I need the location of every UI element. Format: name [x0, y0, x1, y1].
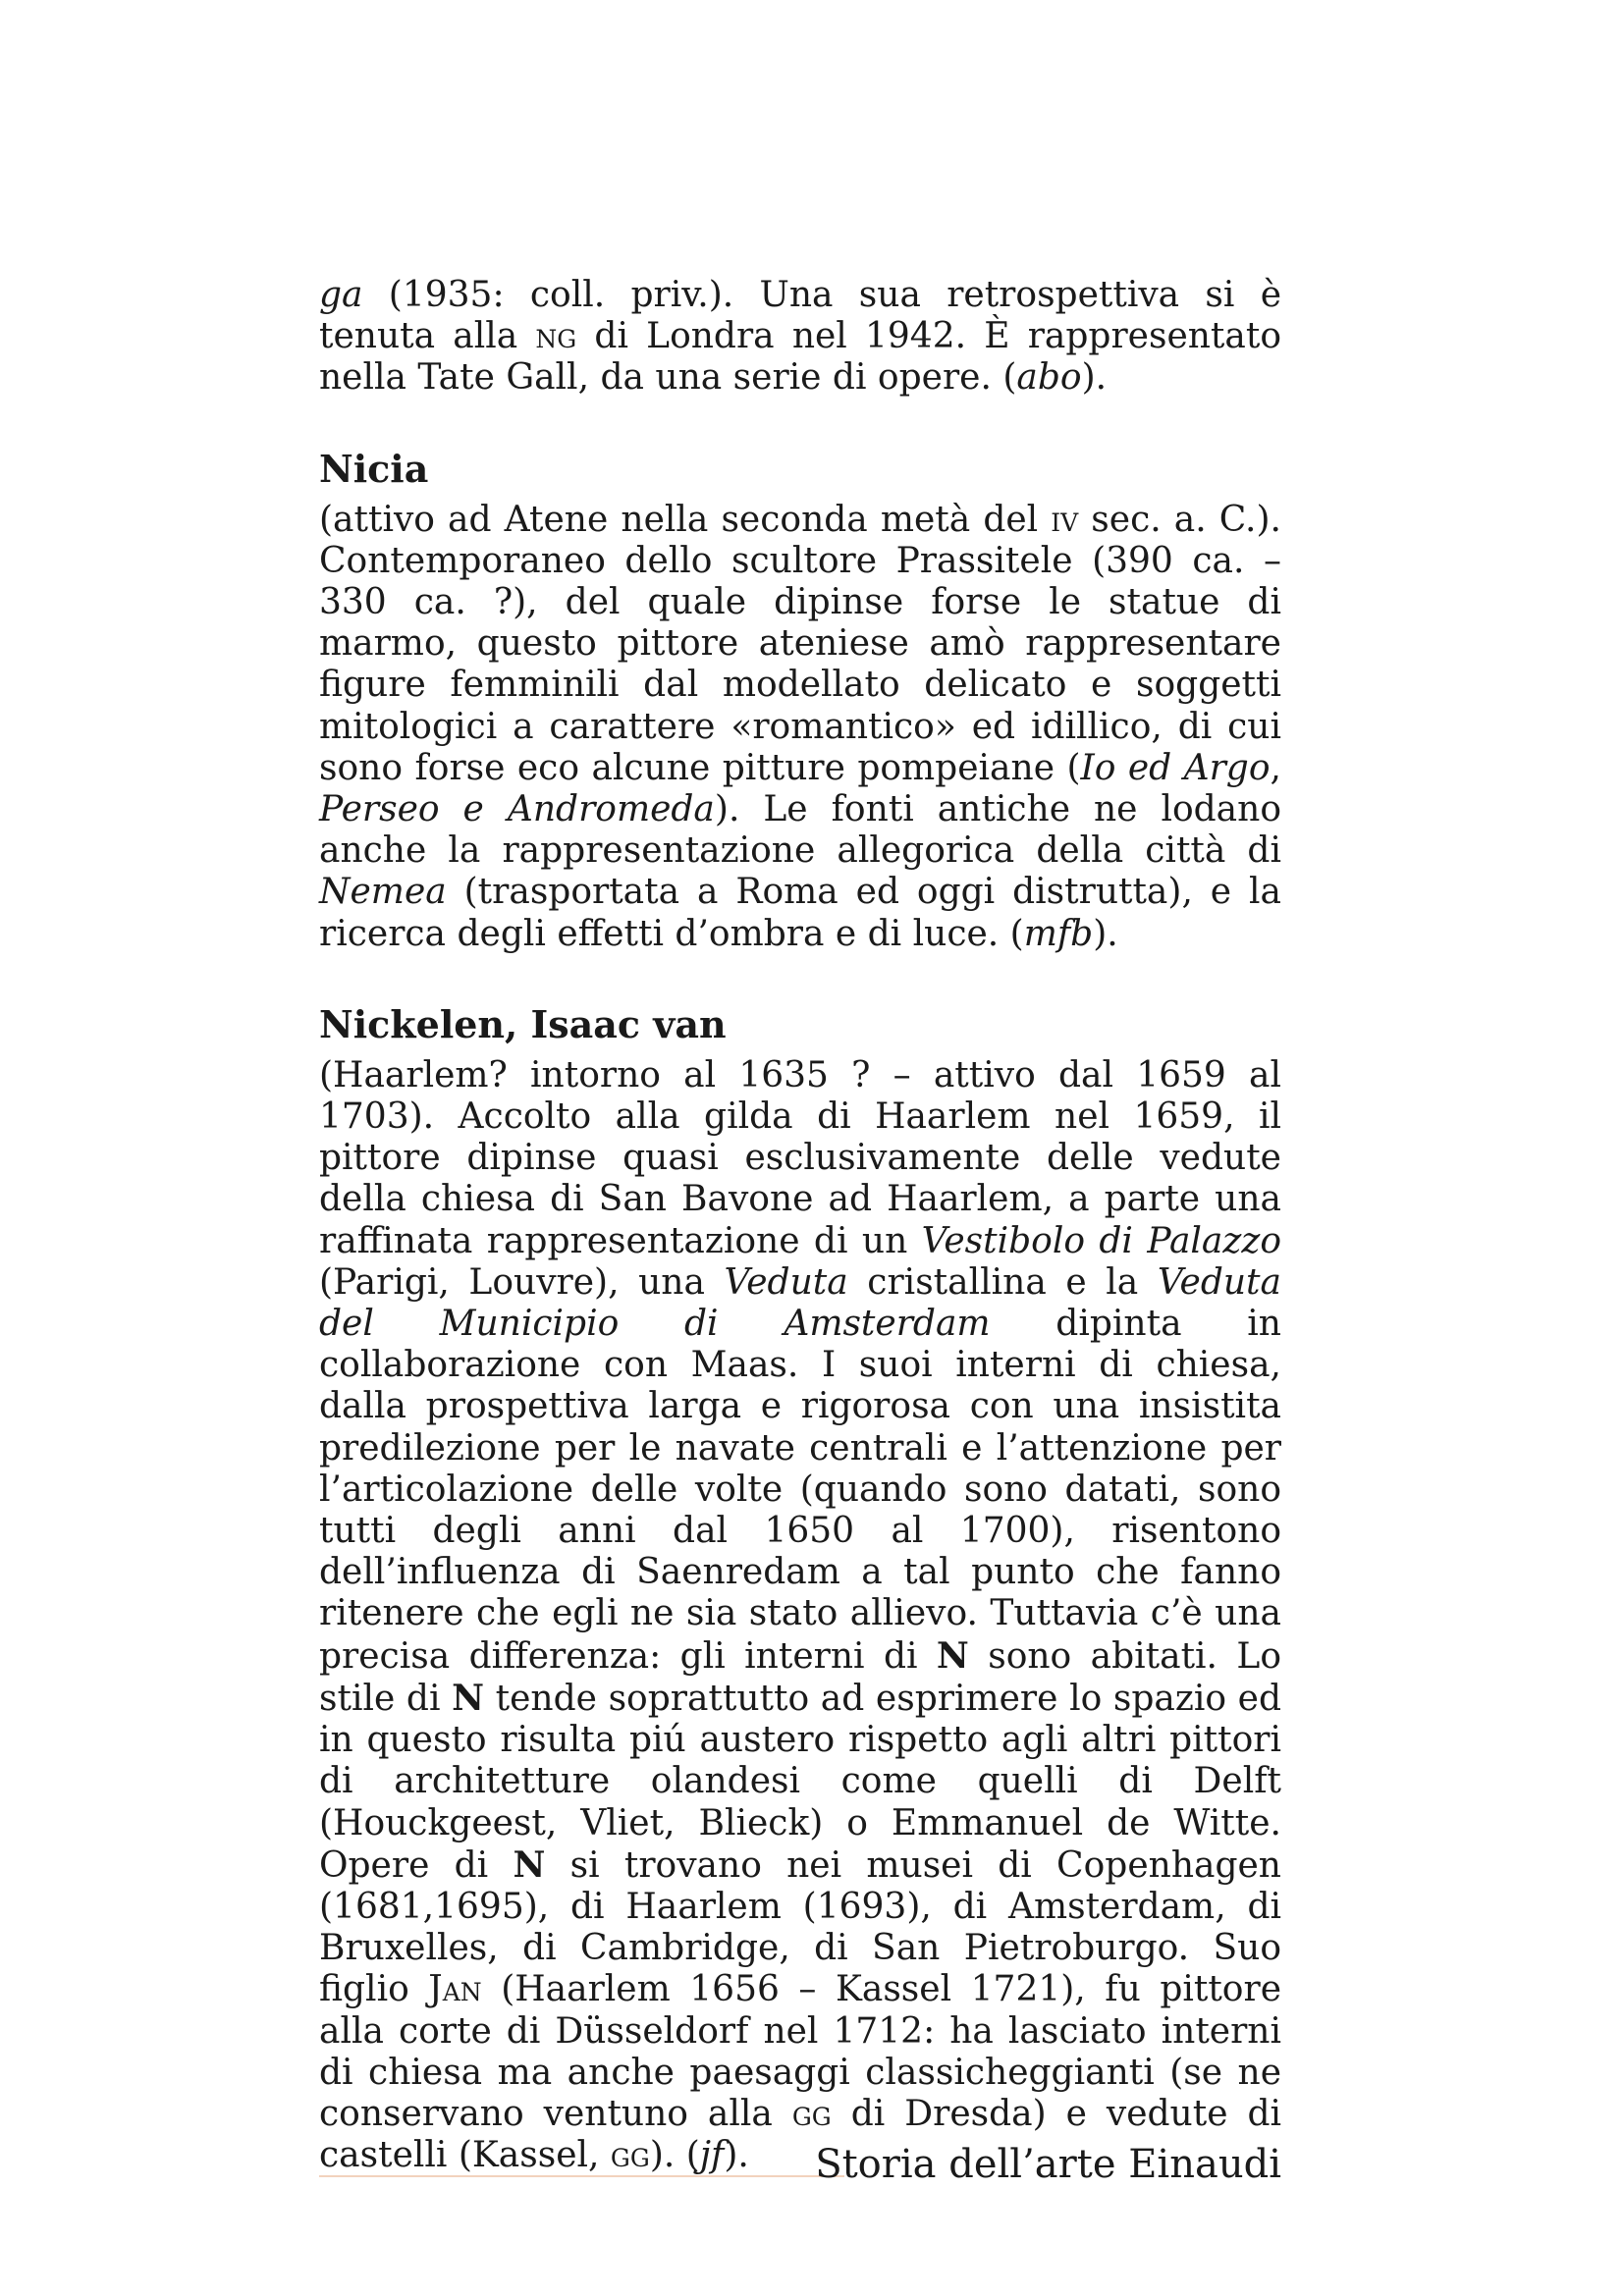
smallcaps-run: gg: [791, 2093, 832, 2134]
italic-run: Veduta: [724, 1261, 848, 1303]
page-body: [319, 275, 1281, 2176]
italic-run: Nemea: [319, 872, 447, 913]
smallcaps-run: Jan: [428, 1969, 482, 2010]
italic-run: Vestibolo di Palazzo: [921, 1220, 1281, 1261]
italic-run: abo: [1016, 357, 1082, 399]
italic-run: Veduta del Municipio di Amsterdam: [319, 1261, 1281, 1345]
italic-run: Io ed Argo: [1080, 747, 1271, 788]
footer-text: Storia dell’arte Einaudi: [815, 2142, 1281, 2187]
entry-title: Nickelen, Isaac van: [319, 1001, 727, 1046]
italic-run: mfb: [1023, 913, 1094, 954]
bold-run: N: [452, 1677, 484, 1719]
page-footer: [319, 2140, 1281, 2189]
italic-run: jf: [699, 2135, 725, 2176]
bold-run: N: [936, 1634, 969, 1677]
bold-run: N: [513, 1843, 546, 1886]
footer-rule: [319, 2175, 844, 2177]
smallcaps-run: gg: [610, 2135, 650, 2176]
smallcaps-run: iv: [1051, 499, 1079, 540]
entry-body: (attivo ad Atene nella seconda metà del iv sec. a. C.). Contemporaneo dello scultore Prassitele (390 ca. – 330 ca. ?), del quale dipinse forse le statue di marmo, questo pittore ateniese amò rappresentare figure femminili dal modellato delicato e soggetti mitologici a carattere «romantico» ed idillico, di cui sono forse eco alcune pitture pompeiane (Io ed Argo, Perseo e Andromeda). Le fonti antiche ne lodano anche la rappresentazione allegorica della città di Nemea (trasportata a Roma ed oggi distrutta), e la ricerca degli effetti d’ombra e di luce. (mfb).: [319, 499, 1282, 954]
entry-nicia: [319, 447, 1281, 955]
entry-title: Nicia: [319, 446, 429, 491]
italic-run: ga: [319, 275, 363, 315]
intro-paragraph: ga (1935: coll. priv.). Una sua retrospettiva si è tenuta alla ng di Londra nel 1942. È rappresentato nella Tate Gall, da una serie di opere. (abo).: [319, 275, 1281, 399]
smallcaps-run: ng: [535, 316, 577, 357]
italic-run: Perseo e Andromeda: [319, 789, 715, 830]
entry-body: (Haarlem? intorno al 1635 ? – attivo dal 1659 al 1703). Accolto alla gilda di Haarlem nel 1659, il pittore dipinse quasi esclusivamente delle vedute della chiesa di San Bavone ad Haarlem, a parte una raffinata rappresentazione di un Vestibolo di Palazzo (Parigi, Louvre), una Veduta cristallina e la Veduta del Municipio di Amsterdam dipinta in collaborazione con Maas. I suoi interni di chiesa, dalla prospettiva larga e rigorosa con una insistita predilezione per le navate centrali e l’attenzione per l’articolazione delle volte (quando sono datati, sono tutti degli anni dal 1650 al 1700), risentono dell’influenza di Saenredam a tal punto che fanno ritenere che egli ne sia stato allievo. Tuttavia c’è una precisa differenza: gli interni di N sono abitati. Lo stile di N tende soprattutto ad esprimere lo spazio ed in questo risulta piú austero rispetto agli altri pittori di architetture olandesi come quelli di Delft (Houckgeest, Vliet, Blieck) o Emmanuel de Witte. Opere di N si trovano nei musei di Copenhagen (1681,1695), di Haarlem (1693), di Amsterdam, di Bruxelles, di Cambridge, di San Pietroburgo. Suo figlio Jan (Haarlem 1656 – Kassel 1721), fu pittore alla corte di Düsseldorf nel 1712: ha lasciato interni di chiesa ma anche paesaggi classicheggianti (se ne conservano ventuno alla gg di Dresda) e vedute di castelli (Kassel, gg). (jf).: [319, 1054, 1282, 2176]
entry-nickelen: [319, 1002, 1281, 2176]
